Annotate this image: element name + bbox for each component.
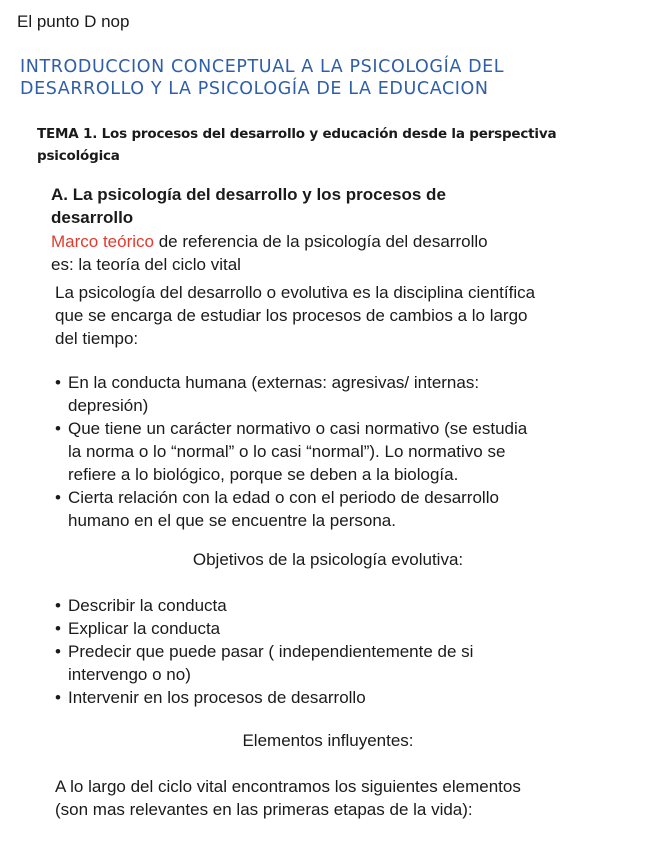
framework-text xyxy=(51,230,571,276)
document-header: El punto D nop xyxy=(17,12,130,31)
section-heading xyxy=(51,183,491,229)
list-item xyxy=(55,640,595,686)
list-item-line: Que tiene un carácter normativo o casi normativo (se estudia xyxy=(68,419,528,438)
list-item-line: Cierta relación con la edad o con el periodo de desarrollo xyxy=(68,488,499,507)
list-item-line: refiere a lo biológico, porque se deben a la biología. xyxy=(68,465,459,484)
list-item-line: Explicar la conducta xyxy=(68,619,221,638)
bullet-dot: • xyxy=(55,619,61,638)
section-line: A. La psicología del desarrollo y los procesos de xyxy=(51,185,446,204)
topic-line: TEMA 1. Los procesos del desarrollo y educación desde la perspectiva xyxy=(37,126,557,142)
main-title-line: DESARROLLO Y LA PSICOLOGÍA DE LA EDUCACION xyxy=(20,79,489,99)
objectives-list xyxy=(55,594,595,709)
list-item xyxy=(55,686,595,709)
topic-heading xyxy=(37,123,597,167)
main-title-line: INTRODUCCION CONCEPTUAL A LA PSICOLOGÍA DEL xyxy=(20,57,505,77)
list-item xyxy=(55,617,595,640)
list-item-line: Describir la conducta xyxy=(68,596,227,615)
bullet-dot: • xyxy=(55,373,61,392)
framework-line: es: la teoría del ciclo vital xyxy=(51,255,241,274)
list-item xyxy=(55,417,595,486)
list-item-line: la norma o lo “normal” o lo casi “normal”). Lo normativo se xyxy=(68,442,506,461)
bullet-dot: • xyxy=(55,596,61,615)
bullet-dot: • xyxy=(55,419,61,438)
closing-line: (son mas relevantes en las primeras etapas de la vida): xyxy=(55,800,473,819)
characteristics-list xyxy=(55,371,595,532)
paragraph-line: que se encarga de estudiar los procesos de cambios a lo largo xyxy=(55,306,528,325)
list-item-line: En la conducta humana (externas: agresivas/ internas: xyxy=(68,373,480,392)
main-title xyxy=(20,56,640,100)
framework-line xyxy=(51,230,571,253)
elements-heading: Elementos influyentes: xyxy=(242,731,414,750)
bullet-dot: • xyxy=(55,642,61,661)
framework-accent: Marco teórico xyxy=(51,232,154,251)
definition-paragraph xyxy=(55,281,635,350)
paragraph-line: La psicología del desarrollo o evolutiva es la disciplina científica xyxy=(55,283,536,302)
list-item xyxy=(55,594,595,617)
list-item xyxy=(55,486,595,532)
list-item xyxy=(55,371,595,417)
closing-paragraph xyxy=(55,775,615,821)
framework-rest: de referencia de la psicología del desarrollo xyxy=(153,232,488,251)
list-item-line: Intervenir en los procesos de desarrollo xyxy=(68,688,366,707)
list-item-line: depresión) xyxy=(68,396,149,415)
list-item-line: intervengo o no) xyxy=(68,665,191,684)
list-item-line: humano en el que se encuentre la persona. xyxy=(68,511,396,530)
topic-line: psicológica xyxy=(37,148,120,164)
closing-line: A lo largo del ciclo vital encontramos los siguientes elementos xyxy=(55,777,521,796)
bullet-dot: • xyxy=(55,688,61,707)
list-item-line: Predecir que puede pasar ( independientemente de si xyxy=(68,642,474,661)
objectives-heading: Objetivos de la psicología evolutiva: xyxy=(192,550,464,569)
bullet-dot: • xyxy=(55,488,61,507)
paragraph-line: del tiempo: xyxy=(55,329,139,348)
section-line: desarrollo xyxy=(51,208,134,227)
